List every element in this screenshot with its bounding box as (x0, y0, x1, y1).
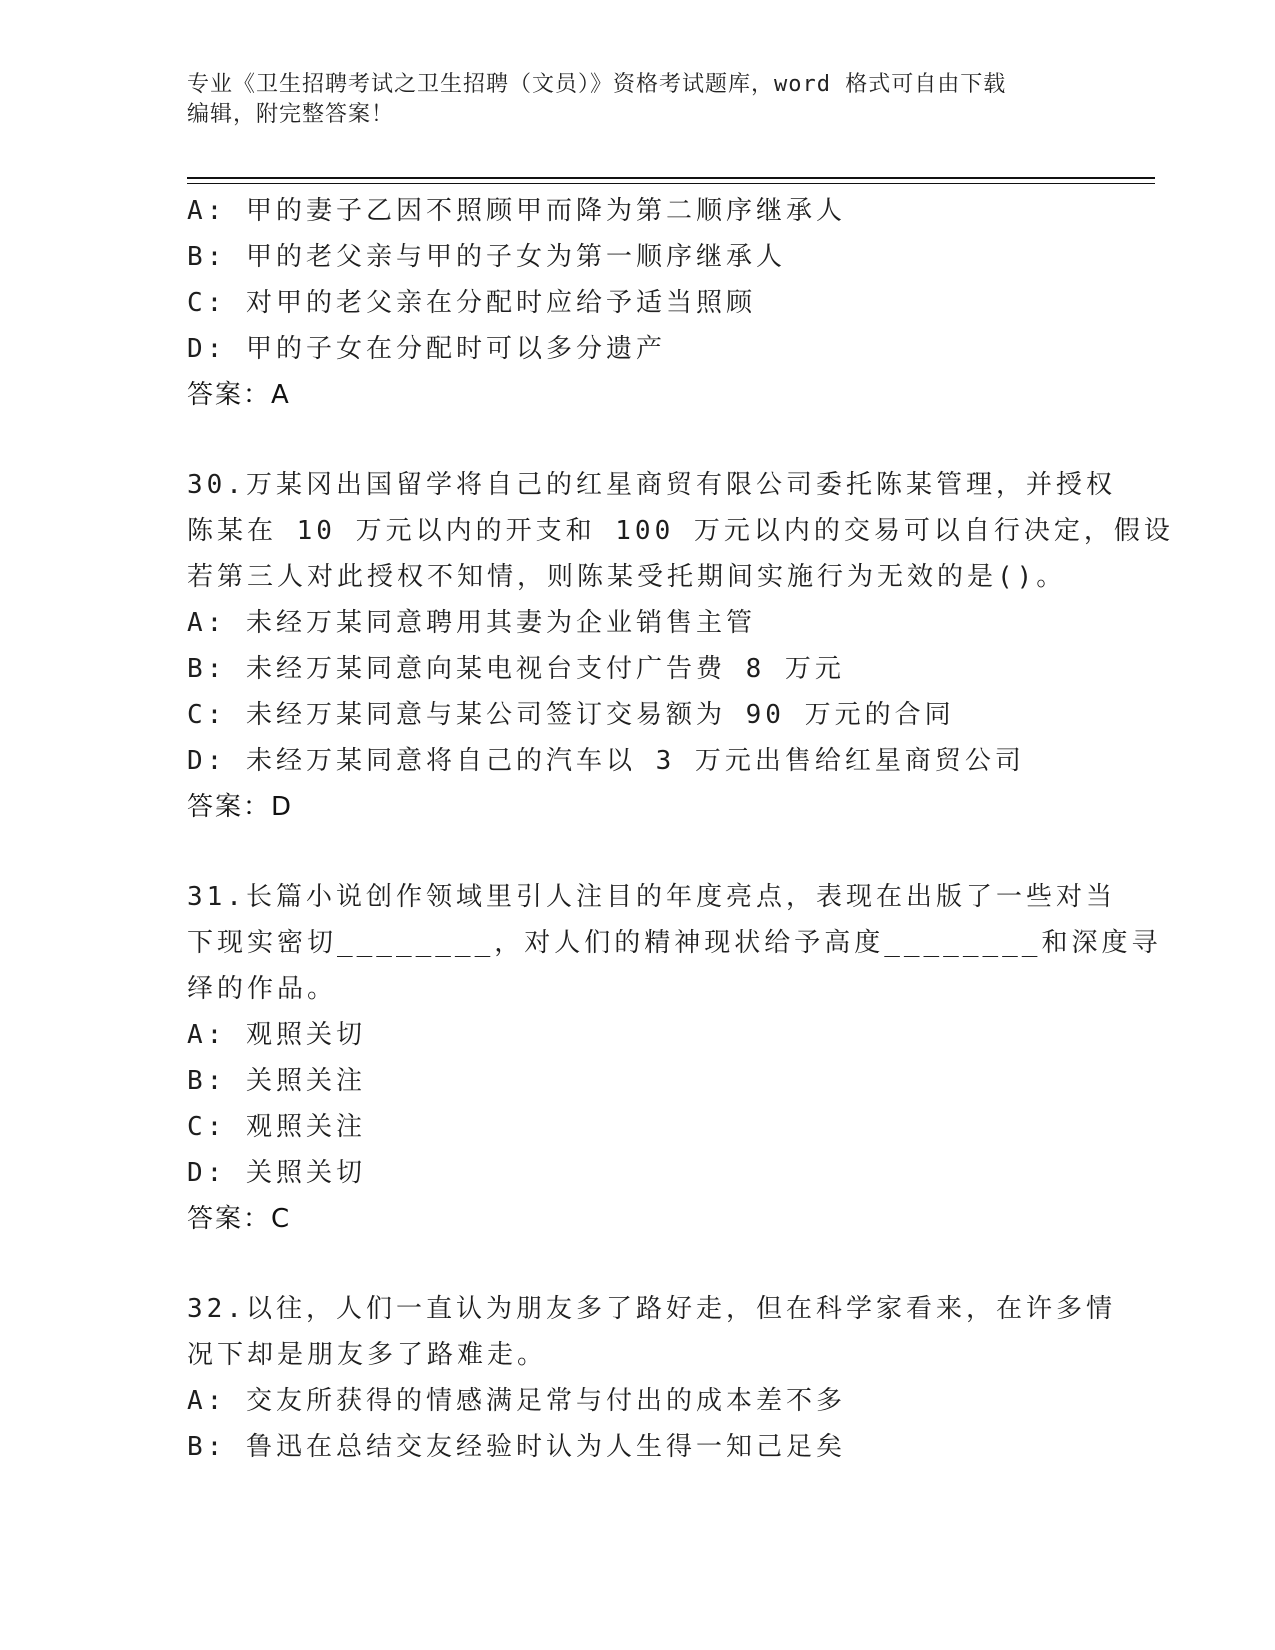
option-c: C: 未经万某同意与某公司签订交易额为 90 万元的合同 (187, 700, 955, 730)
option-b: B: 甲的老父亲与甲的子女为第一顺序继承人 (187, 242, 786, 272)
spacer (187, 418, 1087, 462)
document-header (187, 70, 1087, 130)
option-b: B: 鲁迅在总结交友经验时认为人生得一知己足矣 (187, 1432, 846, 1462)
answer: 答案：D (187, 792, 294, 822)
question-29 (187, 188, 1087, 418)
option-b: B: 关照关注 (187, 1066, 366, 1096)
header-line-2: 编辑，附完整答案！ (187, 102, 395, 127)
question-32 (187, 1286, 1116, 1470)
answer: 答案：C (187, 1204, 292, 1234)
question-stem-line: 陈某在 10 万元以内的开支和 100 万元以内的交易可以自行决定，假设 (187, 516, 1174, 546)
question-stem-line: 下现实密切________，对人们的精神现状给予高度________和深度寻 (187, 928, 1162, 958)
header-rule-thin (187, 183, 1155, 184)
question-stem-line: 30.万某冈出国留学将自己的红星商贸有限公司委托陈某管理，并授权 (187, 470, 1116, 500)
question-stem-line: 若第三人对此授权不知情，则陈某受托期间实施行为无效的是()。 (187, 562, 1067, 592)
option-c: C: 观照关注 (187, 1112, 366, 1142)
question-stem-line: 32.以往，人们一直认为朋友多了路好走，但在科学家看来，在许多情 (187, 1294, 1116, 1324)
option-c: C: 对甲的老父亲在分配时应给予适当照顾 (187, 288, 756, 318)
question-stem-line: 31.长篇小说创作领域里引人注目的年度亮点，表现在出版了一些对当 (187, 882, 1116, 912)
spacer (187, 830, 1087, 874)
spacer (187, 1242, 1087, 1286)
option-d: D: 关照关切 (187, 1158, 366, 1188)
option-b: B: 未经万某同意向某电视台支付广告费 8 万元 (187, 654, 845, 684)
option-a: A: 甲的妻子乙因不照顾甲而降为第二顺序继承人 (187, 196, 846, 226)
question-content (187, 188, 1174, 1470)
option-d: D: 甲的子女在分配时可以多分遗产 (187, 334, 666, 364)
question-31 (187, 874, 1162, 1242)
header-rule-thick (187, 177, 1155, 179)
option-a: A: 未经万某同意聘用其妻为企业销售主管 (187, 608, 756, 638)
option-a: A: 观照关切 (187, 1020, 366, 1050)
option-a: A: 交友所获得的情感满足常与付出的成本差不多 (187, 1386, 846, 1416)
question-stem-line: 绎的作品。 (187, 974, 338, 1004)
question-stem-line: 况下却是朋友多了路难走。 (187, 1340, 548, 1370)
answer: 答案：A (187, 380, 291, 410)
question-30 (187, 462, 1174, 830)
header-line-1: 专业《卫生招聘考试之卫生招聘（文员）》资格考试题库，word 格式可自由下载 (187, 72, 1007, 97)
option-d: D: 未经万某同意将自己的汽车以 3 万元出售给红星商贸公司 (187, 746, 1025, 776)
